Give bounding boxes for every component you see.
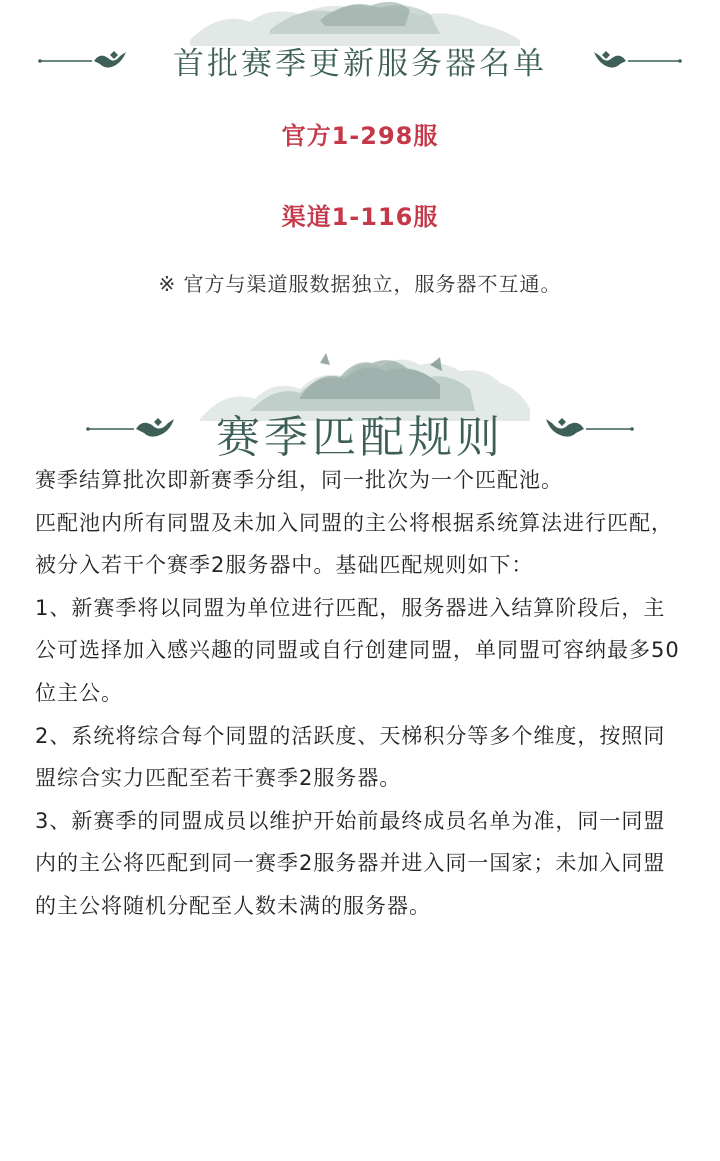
section-header-matching-rules (0, 349, 720, 463)
section-header-server-list (0, 0, 720, 90)
channel-server-range: 渠道1-116服 (281, 203, 439, 231)
rules-paragraph: 3、新赛季的同盟成员以维护开始前最终成员名单为准，同一同盟内的主公将匹配到同一赛季2服务器并进入同一国家；未加入同盟的主公将随机分配至人数未满的服务器。 (35, 808, 666, 918)
section-title: 首批赛季更新服务器名单 (173, 46, 547, 82)
server-note: ※ 官方与渠道服数据独立，服务器不互通。 (158, 272, 562, 296)
rules-paragraph: 赛季结算批次即新赛季分组，同一批次为一个匹配池。 (35, 468, 563, 492)
rules-paragraph: 1、新赛季将以同盟为单位进行匹配，服务器进入结算阶段后，主公可选择加入感兴趣的同盟或自行创建同盟，单同盟可容纳最多50位主公。 (35, 595, 680, 705)
rules-paragraph: 2、系统将综合每个同盟的活跃度、天梯积分等多个维度，按照同盟综合实力匹配至若干赛季2服务器。 (35, 723, 666, 791)
official-server-range: 官方1-298服 (281, 122, 439, 150)
section-title: 赛季匹配规则 (216, 412, 504, 463)
rules-body (33, 459, 687, 928)
rules-paragraph: 匹配池内所有同盟及未加入同盟的主公将根据系统算法进行匹配，被分入若干个赛季2服务器中。基础匹配规则如下： (35, 510, 673, 578)
